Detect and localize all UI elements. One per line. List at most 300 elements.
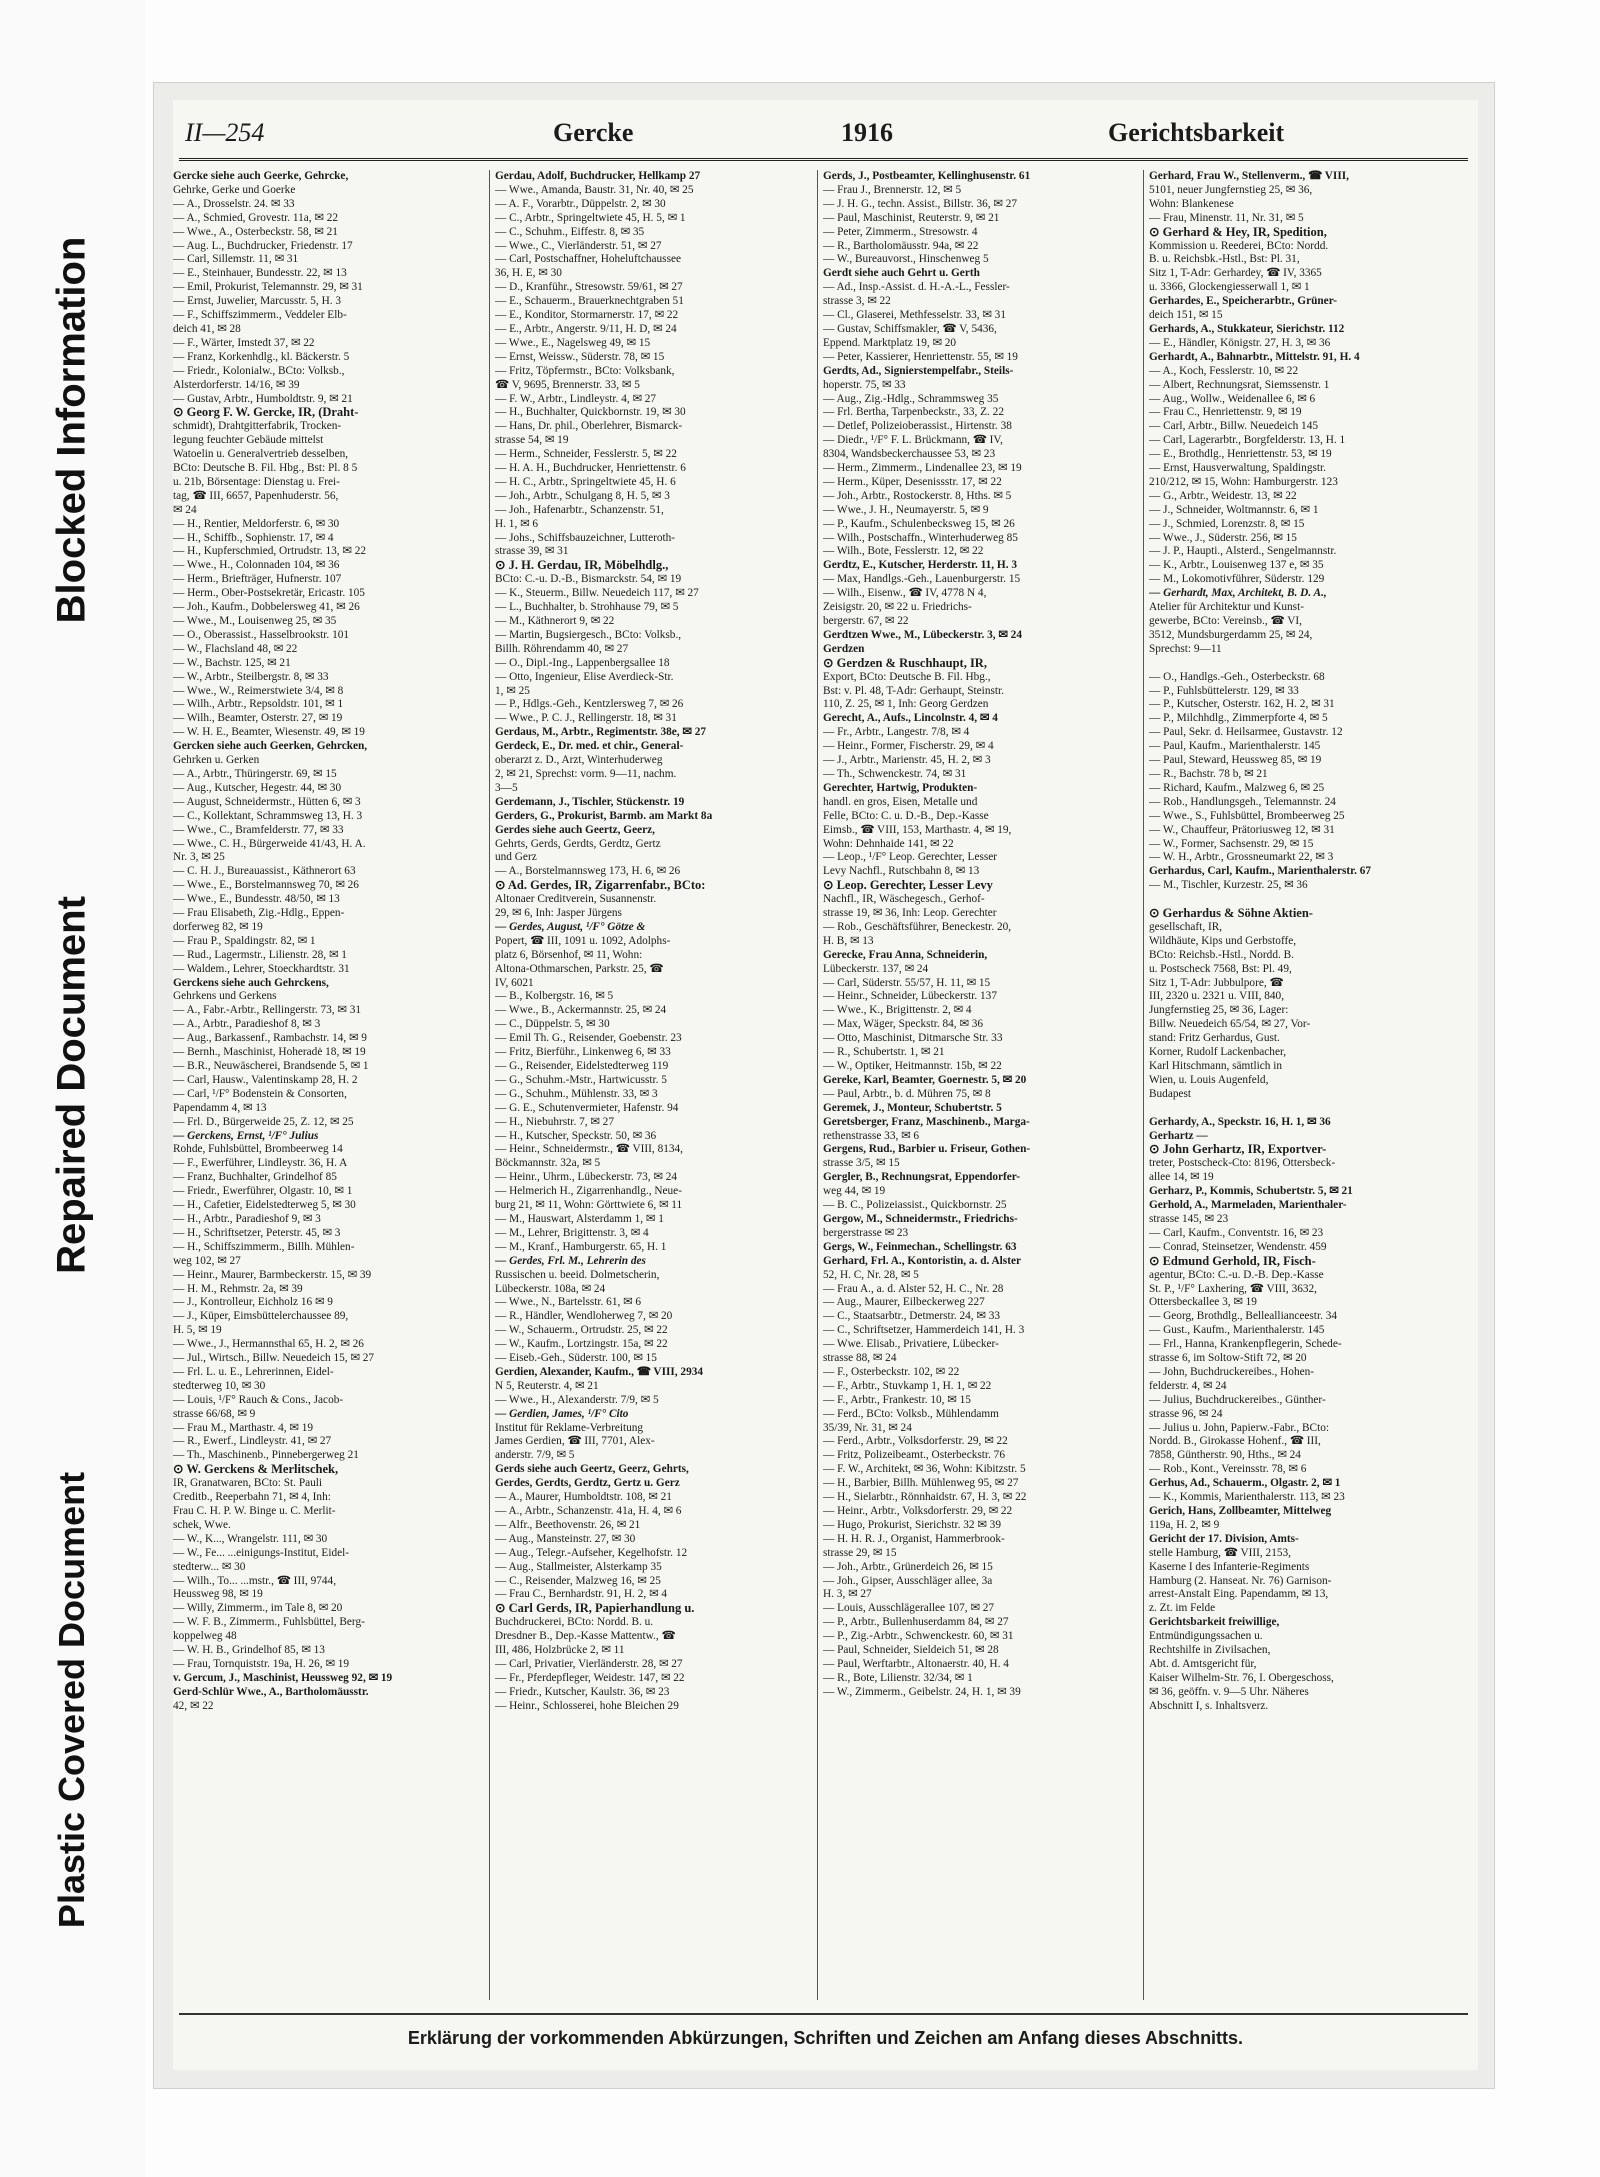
directory-entry-line: — Paul, Arbtr., b. d. Mühren 75, ✉ 8: [823, 1087, 991, 1100]
directory-entry-line: Gerhard, Frau W., Stellenverm., ☎ VIII,: [1149, 170, 1349, 182]
directory-entry-line: Watoelin u. Generalvertrieb desselben,: [173, 448, 349, 461]
directory-entry-line: — Peter, Kassierer, Henriettenstr. 55, ✉ 19: [823, 350, 1018, 363]
directory-entry-line: — H., Sielarbtr., Rönnhaidstr. 67, H. 3, ✉ 22: [823, 1491, 1027, 1504]
directory-entry-line: — D., Kranführ., Stresowstr. 59/61, ✉ 27: [495, 281, 683, 294]
directory-entry-line: — Heinr., Former, Fischerstr. 29, ✉ 4: [823, 740, 994, 753]
directory-entry-line: — Ernst, Hausverwaltung, Spaldingstr.: [1149, 462, 1326, 475]
directory-entry-line: — H., Buchhalter, Quickbornstr. 19, ✉ 30: [495, 406, 686, 419]
directory-entry-line: weg 102, ✉ 27: [173, 1254, 241, 1267]
directory-entry-line: — Franz, Buchhalter, Grindelhof 85: [173, 1171, 337, 1184]
directory-entry-line: — G., Arbtr., Weidestr. 13, ✉ 22: [1149, 489, 1297, 502]
directory-entry-line: Gerdes siehe auch Geertz, Geerz,: [495, 823, 655, 836]
directory-entry-line: Altona-Othmarschen, Parkstr. 25, ☎: [495, 962, 664, 975]
directory-entry-line: — B.R., Neuwäscherei, Brandsende 5, ✉ 1: [173, 1060, 369, 1072]
directory-entry-line: — H. A. H., Buchdrucker, Henriettenstr. 6: [495, 462, 686, 475]
directory-entry-line: — Wwe., B., Ackermannstr. 25, ✉ 24: [495, 1004, 667, 1017]
directory-entry-line: ⊙ Gerdzen & Ruschhaupt, IR,: [823, 656, 987, 670]
directory-entry-line: 1, ✉ 25: [495, 684, 530, 697]
directory-entry-line: James Gerdien, ☎ III, 7701, Alex-: [495, 1435, 655, 1448]
directory-entry-line: — Th., Schwenckestr. 74, ✉ 31: [823, 767, 967, 780]
directory-entry-line: deich 41, ✉ 28: [173, 322, 241, 335]
directory-entry-line: stelle Hamburg, ☎ VIII, 2153,: [1149, 1546, 1291, 1559]
directory-entry-line: — A., Koch, Fesslerstr. 10, ✉ 22: [1149, 364, 1299, 377]
directory-entry-line: Gerdtzen Wwe., M., Lübeckerstr. 3, ✉ 24: [823, 628, 1022, 641]
directory-entry-line: — Ad., Insp.-Assist. d. H.-A.-L., Fessler-: [823, 281, 1010, 294]
directory-entry-line: — C., Schriftsetzer, Hammerdeich 141, H. 3: [823, 1324, 1025, 1337]
directory-entry-line: — H., Niebuhrstr. 7, ✉ 27: [495, 1115, 614, 1128]
directory-entry-line: — C. H. J., Bureauassist., Käthnerort 63: [173, 865, 356, 878]
directory-entry-line: strasse 29, ✉ 15: [823, 1546, 897, 1559]
directory-entry-line: — W. H. E., Beamter, Wiesenstr. 49, ✉ 19: [173, 726, 365, 739]
directory-entry-line: Sitz 1, T-Adr: Gerhardey, ☎ IV, 3365: [1149, 267, 1322, 280]
directory-entry-line: — Otto, Maschinist, Ditmarsche Str. 33: [823, 1032, 1003, 1045]
directory-entry-line: — J., Arbtr., Marienstr. 45, H. 2, ✉ 3: [823, 754, 991, 767]
directory-entry-line: — Wwe., H., Alexanderstr. 7/9, ✉ 5: [495, 1393, 659, 1406]
column-divider: [489, 170, 490, 2000]
directory-entry-line: platz 6, Börsenhof, ✉ 11, Wohn:: [495, 948, 643, 961]
directory-entry-line: 3512, Mundsburgerdamm 25, ✉ 24,: [1149, 628, 1313, 641]
page-header: [173, 110, 1478, 158]
directory-entry-line: Institut für Reklame-Verbreitung: [495, 1421, 644, 1434]
directory-entry-line: — Helmerich H., Zigarrenhandlg., Neue-: [495, 1185, 682, 1198]
directory-entry-line: Gerichtsbarkeit freiwillige,: [1149, 1616, 1280, 1629]
directory-entry-line: III, 2320 u. 2321 u. VIII, 840,: [1149, 990, 1285, 1003]
directory-entry-line: — Joh., Arbtr., Schulgang 8, H. 5, ✉ 3: [495, 489, 670, 502]
directory-page: [173, 100, 1478, 2070]
directory-entry-line: — Rud., Lagermstr., Lilienstr. 28, ✉ 1: [173, 948, 347, 961]
directory-entry-line: — E., Brothdlg., Henriettenstr. 53, ✉ 19: [1149, 448, 1332, 461]
directory-entry-line: Gerdts, Ad., Signierstempelfabr., Steils-: [823, 364, 1014, 377]
directory-entry-line: Budapest: [1149, 1087, 1192, 1100]
directory-entry-line: Gerdzen: [823, 642, 865, 655]
directory-entry-line: — G. E., Schutenvermieter, Hafenstr. 94: [495, 1101, 679, 1114]
directory-entry-line: — J., Schmied, Lorenzstr. 8, ✉ 15: [1149, 517, 1305, 530]
directory-entry-line: — Louis, Ausschlägerallee 107, ✉ 27: [823, 1602, 995, 1615]
directory-entry-line: — Gust., Kaufm., Marienthalerstr. 145: [1149, 1324, 1325, 1337]
directory-entry-line: BCto: Reichsb.-Hstl., Nordd. B.: [1149, 948, 1294, 961]
directory-entry-line: — Wwe., C. H., Bürgerweide 41/43, H. A.: [173, 837, 366, 850]
directory-entry-line: — Herm., Zimmerm., Lindenallee 23, ✉ 19: [823, 462, 1022, 475]
directory-entry-line: — M., Käthnerort 9, ✉ 22: [495, 615, 615, 627]
directory-entry-line: — Wwe., P. C. J., Rellingerstr. 18, ✉ 31: [495, 712, 677, 725]
directory-entry-line: Korner, Rudolf Lackenbacher,: [1149, 1046, 1287, 1059]
directory-entry-line: Gerechter, Hartwig, Produkten-: [823, 781, 978, 794]
directory-entry-line: Gerhardy, A., Speckstr. 16, H. 1, ✉ 36: [1149, 1115, 1331, 1128]
directory-entry-line: — Wwe., J., Hermannsthal 65, H. 2, ✉ 26: [173, 1338, 364, 1351]
directory-entry-line: handl. en gros, Eisen, Metalle und: [823, 795, 978, 808]
directory-entry-line: Gerich, Hans, Zollbeamter, Mittelweg: [1149, 1505, 1332, 1517]
directory-entry-line: — Willy, Zimmerm., im Tale 8, ✉ 20: [173, 1602, 343, 1615]
directory-entry-line: — A., Borstelmannsweg 173, H. 6, ✉ 26: [495, 865, 681, 878]
directory-entry-line: Wien, u. Louis Augenfeld,: [1149, 1073, 1269, 1086]
directory-entry-line: — Ferd., BCto: Volksb., Mühlendamm: [823, 1407, 999, 1420]
directory-entry-line: — F., Ewerführer, Lindleystr. 36, H. A: [173, 1157, 348, 1170]
directory-entry-line: schmidt), Drahtgitterfabrik, Trocken-: [173, 420, 342, 433]
directory-entry-line: — P., Arbtr., Bullenhuserdamm 84, ✉ 27: [823, 1616, 1009, 1629]
directory-entry-line: — Wwe., E., Bundesstr. 48/50, ✉ 13: [173, 893, 340, 906]
directory-entry-line: — E., Arbtr., Angerstr. 9/11, H. D, ✉ 24: [495, 322, 677, 335]
directory-entry-line: — Frl. D., Bürgerweide 25, Z. 12, ✉ 25: [173, 1115, 354, 1128]
directory-entry-line: Altonaer Creditverein, Susannenstr.: [495, 893, 657, 906]
directory-entry-line: Gereke, Karl, Beamter, Goernestr. 5, ✉ 20: [823, 1073, 1027, 1086]
directory-entry-line: Gerharz, P., Kommis, Schubertstr. 5, ✉ 21: [1149, 1185, 1353, 1198]
directory-entry-line: Gercke siehe auch Geerke, Gehrcke,: [173, 170, 349, 182]
directory-entry-line: — R., Bachstr. 78 b, ✉ 21: [1149, 767, 1268, 780]
directory-entry-line: — K., Steuerm., Billw. Neuedeich 117, ✉ 27: [495, 587, 699, 600]
directory-entry-line: — Bernh., Maschinist, Hoheradė 18, ✉ 19: [173, 1046, 366, 1059]
directory-entry-line: Eppend. Marktplatz 19, ✉ 20: [823, 336, 957, 349]
directory-entry-line: — C., Arbtr., Springeltwiete 45, H. 5, ✉ 1: [495, 211, 686, 224]
directory-entry-line: — Wwe., H., Colonnaden 104, ✉ 36: [173, 559, 340, 572]
directory-entry-line: Papendamm 4, ✉ 13: [173, 1101, 267, 1114]
directory-entry-line: IV, 6021: [495, 976, 534, 989]
directory-entry-line: — Fritz, Polizeibeamt., Osterbeckstr. 76: [823, 1449, 1005, 1462]
directory-entry-line: — C., Schuhm., Eiffestr. 8, ✉ 35: [495, 225, 645, 238]
directory-entry-line: — Joh., Hafenarbtr., Schanzenstr. 51,: [495, 503, 664, 516]
directory-entry-line: N 5, Reuterstr. 4, ✉ 21: [495, 1379, 599, 1392]
directory-entry-line: — O., Oberassist., Hasselbrookstr. 101: [173, 628, 350, 641]
directory-entry-line: — Frau C., Henriettenstr. 9, ✉ 19: [1149, 406, 1302, 419]
directory-entry-line: — Conrad, Steinsetzer, Wendenstr. 459: [1149, 1240, 1327, 1253]
directory-entry-line: — Rob., Kont., Vereinsstr. 78, ✉ 6: [1149, 1463, 1307, 1476]
directory-entry-line: oberarzt z. D., Arzt, Winterhuderweg: [495, 754, 663, 767]
directory-entry-line: — W. F. B., Zimmerm., Fuhlsbüttel, Berg-: [173, 1616, 365, 1629]
directory-entry-line: u. 21b, Börsentage: Dienstag u. Frei-: [173, 475, 340, 488]
directory-entry-line: Karl Hitschmann, sämtlich in: [1149, 1060, 1283, 1072]
directory-entry-line: — Paul, Kaufm., Marienthalerstr. 145: [1149, 740, 1321, 753]
footer-rule: [179, 2013, 1468, 2015]
directory-entry-line: 3—5: [495, 781, 518, 794]
directory-entry-line: — Frl., Hanna, Krankenpflegerin, Schede-: [1149, 1338, 1342, 1351]
directory-entry-line: — Gerhardt, Max, Architekt, B. D. A.,: [1149, 587, 1327, 600]
directory-entry-line: — J. H. G., techn. Assist., Billstr. 36, ✉ 27: [823, 197, 1017, 210]
directory-entry-line: Russischen u. beeid. Dolmetscherin,: [495, 1268, 660, 1281]
directory-entry-line: — F., Osterbeckstr. 102, ✉ 22: [823, 1365, 960, 1378]
directory-entry-line: — W., Optiker, Heitmannstr. 15b, ✉ 22: [823, 1060, 1002, 1072]
directory-entry-line: Gerds, J., Postbeamter, Kellinghusenstr. 61: [823, 170, 1031, 182]
directory-entry-line: Gehrke, Gerke und Goerke: [173, 183, 296, 196]
directory-entry-line: Gergow, M., Schneidermstr., Friedrichs-: [823, 1212, 1018, 1225]
directory-entry-line: — A., Fabr.-Arbtr., Rellingerstr. 73, ✉ 31: [173, 1004, 362, 1017]
directory-entry-line: [1149, 1102, 1469, 1116]
directory-entry-line: H. 3, ✉ 27: [823, 1588, 872, 1601]
directory-entry-line: — Wwe., M., Louisenweg 25, ✉ 35: [173, 615, 337, 627]
directory-entry-line: — P., Kaufm., Schulenbecksweg 15, ✉ 26: [823, 517, 1015, 530]
directory-entry-line: — Paul, Maschinist, Reuterstr. 9, ✉ 21: [823, 211, 1000, 224]
directory-entry-line: — Paul, Sekr. d. Heilsarmee, Gustavstr. 12: [1149, 726, 1343, 739]
directory-entry-line: Gerhardt, A., Bahnarbtr., Mittelstr. 91, H. 4: [1149, 350, 1360, 363]
directory-entry-line: — C., Düppelstr. 5, ✉ 30: [495, 1018, 610, 1031]
directory-entry-line: — A., Drosselstr. 24. ✉ 33: [173, 197, 295, 210]
directory-entry-line: Hamburg (2. Hanseat. Nr. 76) Garnison-: [1149, 1574, 1332, 1587]
directory-entry-line: — Fr., Pferdepfleger, Weidestr. 147, ✉ 22: [495, 1671, 685, 1684]
directory-entry-line: — M., Lehrer, Brigittenstr. 3, ✉ 4: [495, 1226, 649, 1239]
directory-entry-line: strasse 39, ✉ 31: [495, 545, 569, 558]
directory-entry-line: Gerdien, Alexander, Kaufm., ☎ VIII, 2934: [495, 1365, 704, 1378]
directory-entry-line: strasse 19, ✉ 36, Inh: Leop. Gerechter: [823, 907, 997, 920]
directory-entry-line: — W., Bureauvorst., Hinschenweg 5: [823, 253, 989, 266]
directory-entry-line: u. Postscheck 7568, Bst: Pl. 49,: [1149, 962, 1292, 975]
blocked-information-label: Blocked Information: [49, 236, 94, 624]
directory-entry-line: Frau C. H. P. W. Binge u. C. Merlit-: [173, 1505, 336, 1517]
directory-entry-line: — Fr., Arbtr., Langestr. 7/8, ✉ 4: [823, 726, 970, 739]
directory-entry-line: [1149, 657, 1469, 671]
directory-entry-line: 2, ✉ 21, Sprechst: vorm. 9—11, nachm.: [495, 767, 677, 780]
directory-entry-line: strasse 96, ✉ 24: [1149, 1407, 1223, 1420]
directory-entry-line: Billw. Neuedeich 65/54, ✉ 27, Vor-: [1149, 1018, 1311, 1031]
directory-entry-line: — H., Rentier, Meldorferstr. 6, ✉ 30: [173, 517, 340, 530]
directory-entry-line: — Aug., Telegr.-Aufseher, Kegelhofstr. 12: [495, 1546, 688, 1559]
directory-entry-line: Sitz 1, T-Adr: Jubbulpore, ☎: [1149, 976, 1284, 989]
directory-entry-line: — P., Hdlgs.-Geh., Kentzlersweg 7, ✉ 26: [495, 698, 684, 711]
directory-entry-line: — Richard, Kaufm., Malzweg 6, ✉ 25: [1149, 781, 1325, 794]
directory-entry-line: — Wilh., Arbtr., Repsoldstr. 101, ✉ 1: [173, 698, 344, 711]
directory-entry-line: — Rob., Geschäftsführer, Beneckestr. 20,: [823, 920, 1012, 933]
directory-entry-line: — Cl., Glaserei, Methfesselstr. 33, ✉ 31: [823, 309, 1006, 322]
directory-entry-line: ⊙ Gerhard & Hey, IR, Spedition,: [1149, 225, 1327, 239]
directory-entry-line: — C., Kollektant, Schrammsweg 13, H. 3: [173, 809, 363, 822]
directory-entry-line: — Friedr., Ewerführer, Olgastr. 10, ✉ 1: [173, 1185, 353, 1198]
directory-entry-line: dorferweg 82, ✉ 19: [173, 920, 263, 933]
directory-entry-line: [1149, 893, 1469, 907]
directory-entry-line: — Frau, Tornquiststr. 19a, H. 26, ✉ 19: [173, 1657, 350, 1670]
directory-entry-line: — R., Ewerf., Lindleystr. 41, ✉ 27: [173, 1435, 332, 1448]
directory-entry-line: Gercken siehe auch Geerken, Gehrcken,: [173, 740, 368, 753]
directory-entry-line: bergerstr. 67, ✉ 22: [823, 615, 909, 627]
directory-entry-line: — Georg, Brothdlg., Belleallianceestr. 34: [1149, 1310, 1338, 1323]
directory-entry-line: — Gustav, Arbtr., Humboldtstr. 9, ✉ 21: [173, 392, 353, 405]
directory-entry-line: — Wwe. Elisab., Privatiere, Lübecker-: [823, 1338, 999, 1351]
directory-entry-line: — Paul, Steward, Heussweg 85, ✉ 19: [1149, 754, 1322, 767]
directory-entry-line: — Paul, Werftarbtr., Altonaerstr. 40, H. 4: [823, 1657, 1009, 1670]
directory-entry-line: — Diedr., ¹/F° F. L. Brückmann, ☎ IV,: [823, 434, 1003, 447]
directory-entry-line: — Frau M., Marthastr. 4, ✉ 19: [173, 1421, 313, 1434]
directory-entry-line: — Carl, Lagerarbtr., Borgfelderstr. 13, H. 1: [1149, 434, 1346, 447]
directory-entry-line: BCto: Deutsche B. Fil. Hbg., Bst: Pl. 8 5: [173, 462, 358, 475]
directory-entry-line: — E., Händler, Königstr. 27, H. 3, ✉ 36: [1149, 336, 1331, 349]
directory-entry-line: B. u. Reichsbk.-Hstl., Bst: Pl. 31,: [1149, 253, 1300, 266]
directory-entry-line: Buchdruckerei, BCto: Nordd. B. u.: [495, 1616, 654, 1629]
directory-entry-line: — G., Schuhm., Mühlenstr. 33, ✉ 3: [495, 1087, 658, 1100]
directory-entry-line: — Joh., Gipser, Ausschläger allee, 3a: [823, 1574, 993, 1587]
directory-entry-line: — Heinr., Schlosserei, hohe Bleichen 29: [495, 1699, 679, 1712]
directory-entry-line: Heussweg 98, ✉ 19: [173, 1588, 263, 1601]
directory-entry-line: — O., Handlgs.-Geh., Osterbeckstr. 68: [1149, 670, 1325, 683]
directory-entry-line: — Aug., Barkassenf., Rambachstr. 14, ✉ 9: [173, 1032, 367, 1045]
directory-entry-line: Gerdeck, E., Dr. med. et chir., General-: [495, 740, 684, 753]
directory-entry-line: Gerdaus, M., Arbtr., Regimentstr. 38e, ✉ 27: [495, 726, 707, 739]
directory-entry-line: — H., Kupferschmied, Ortrudstr. 13, ✉ 22: [173, 545, 367, 558]
directory-entry-line: Felle, BCto: C. u. D.-B., Dep.-Kasse: [823, 809, 989, 822]
directory-entry-line: — M., Hauswart, Alsterdamm 1, ✉ 1: [495, 1212, 664, 1225]
directory-entry-line: — W., Bachstr. 125, ✉ 21: [173, 656, 291, 669]
directory-entry-line: — Wwe., N., Bartelsstr. 61, ✉ 6: [495, 1296, 642, 1309]
directory-entry-line: — Albert, Rechnungsrat, Siemssenstr. 1: [1149, 378, 1330, 391]
directory-entry-line: — W., Zimmerm., Geibelstr. 24, H. 1, ✉ 39: [823, 1685, 1021, 1698]
directory-entry-line: Dresdner B., Dep.-Kasse Mattentw., ☎: [495, 1630, 676, 1643]
directory-entry-line: — Wwe., C., Bramfelderstr. 77, ✉ 33: [173, 823, 344, 836]
directory-entry-line: — Aug., Zig.-Hdlg., Schrammsweg 35: [823, 392, 999, 405]
directory-entry-line: agentur, BCto: C.-u. D.-B. Dep.-Kasse: [1149, 1268, 1324, 1281]
directory-entry-line: — E., Konditor, Stormarnerstr. 17, ✉ 22: [495, 309, 679, 322]
directory-entry-line: — Carl, Sillemstr. 11, ✉ 31: [173, 253, 299, 266]
directory-entry-line: strasse 66/68, ✉ 9: [173, 1407, 256, 1420]
directory-entry-line: Export, BCto: Deutsche B. Fil. Hbg.,: [823, 670, 991, 683]
directory-entry-line: — J. P., Haupti., Alsterd., Sengelmannstr.: [1149, 545, 1337, 558]
directory-entry-line: — Heinr., Schneidermstr., ☎ VIII, 8134,: [495, 1143, 683, 1156]
directory-entry-line: — G., Schuhm.-Mstr., Hartwicusstr. 5: [495, 1073, 667, 1086]
directory-entry-line: Gerhardes, E., Speicherarbtr., Grüner-: [1149, 295, 1338, 308]
directory-entry-line: — M., Tischler, Kurzestr. 25, ✉ 36: [1149, 879, 1308, 892]
page-footer-note: Erklärung der vorkommenden Abkürzungen, Schriften und Zeichen am Anfang dieses Abschnitts.: [407, 2028, 1244, 2048]
directory-entry-line: — F., Arbtr., Frankestr. 10, ✉ 15: [823, 1393, 971, 1406]
directory-entry-line: Gerecht, A., Aufs., Lincolnstr. 4, ✉ 4: [823, 712, 998, 725]
directory-entry-line: Gergs, W., Feinmechan., Schellingstr. 63: [823, 1240, 1017, 1253]
directory-entry-line: IR, Granatwaren, BCto: St. Pauli: [173, 1477, 323, 1490]
directory-entry-line: — L., Buchhalter, b. Strohhause 79, ✉ 5: [495, 601, 679, 614]
directory-entry-line: — Aug., Mansteinstr. 27, ✉ 30: [495, 1532, 636, 1545]
directory-entry-line: — Hugo, Prokurist, Sierichstr. 32 ✉ 39: [823, 1518, 1001, 1531]
directory-entry-line: deich 151, ✉ 15: [1149, 309, 1223, 322]
directory-entry-line: Wildhäute, Kips und Gerbstoffe,: [1149, 934, 1297, 947]
directory-entry-line: — Herm., Küper, Desenissstr. 17, ✉ 22: [823, 475, 1002, 488]
directory-entry-line: 29, ✉ 6, Inh: Jasper Jürgens: [495, 907, 622, 920]
directory-entry-line: Entmündigungssachen u.: [1149, 1630, 1263, 1643]
directory-entry-line: — W., Fe... ...einigungs-Institut, Eidel-: [173, 1546, 350, 1559]
directory-entry-line: Geremek, J., Monteur, Schubertstr. 5: [823, 1101, 1002, 1114]
directory-entry-line: — Hans, Dr. phil., Oberlehrer, Bismarck-: [495, 420, 683, 433]
directory-entry-line: — Wwe., C., Vierländerstr. 51, ✉ 27: [495, 239, 662, 252]
directory-entry-line: — Frl. Bertha, Tarpenbeckstr., 33, Z. 22: [823, 406, 1004, 419]
directory-entry-line: Gerhard, Frl. A., Kontoristin, a. d. Alster: [823, 1254, 1021, 1267]
directory-entry-line: — H., Schiffb., Sophienstr. 17, ✉ 4: [173, 531, 334, 544]
directory-entry-line: — Frau Elisabeth, Zig.-Hdlg., Eppen-: [173, 907, 345, 920]
directory-entry-line: — Ferd., Arbtr., Volksdorferstr. 29, ✉ 22: [823, 1435, 1008, 1448]
directory-entry-line: — Gustav, Schiffsmakler, ☎ V, 5436,: [823, 322, 997, 335]
directory-entry-line: — Joh., Kaufm., Dobbelersweg 41, ✉ 26: [173, 601, 360, 614]
directory-entry-line: — Wilh., Eisenw., ☎ IV, 4778 N 4,: [823, 587, 987, 600]
directory-entry-line: Abt. d. Amtsgericht für,: [1149, 1657, 1257, 1670]
directory-entry-line: — A., Arbtr., Schanzenstr. 41a, H. 4, ✉ 6: [495, 1505, 682, 1517]
directory-entry-line: — Joh., Arbtr., Grünerdeich 26, ✉ 15: [823, 1560, 993, 1573]
directory-entry-line: — H. M., Rehmstr. 2a, ✉ 39: [173, 1282, 303, 1295]
directory-entry-line: — Wwe., W., Reimerstwiete 3/4, ✉ 8: [173, 684, 344, 697]
directory-entry-line: rethenstrasse 33, ✉ 6: [823, 1129, 920, 1142]
directory-entry-line: — H. H. R. J., Organist, Hammerbrook-: [823, 1532, 1005, 1545]
directory-entry-line: treter, Postscheck-Cto: 8196, Ottersbeck-: [1149, 1157, 1336, 1170]
directory-entry-line: — Herm., Briefträger, Hufnerstr. 107: [173, 573, 342, 586]
directory-entry-line: — M., Lokomotivführer, Süderstr. 129: [1149, 573, 1325, 586]
directory-entry-line: ✉ 24: [173, 503, 197, 516]
directory-entry-line: — Wwe., E., Nagelsweg 49, ✉ 15: [495, 336, 651, 349]
directory-entry-line: — Aug., Wollw., Weidenallee 6, ✉ 6: [1149, 392, 1316, 405]
directory-entry-line: Nr. 3, ✉ 25: [173, 851, 225, 864]
directory-entry-line: Gerd-Schlür Wwe., A., Bartholomäusstr.: [173, 1685, 369, 1698]
directory-entry-line: — Wwe., K., Brigittenstr. 2, ✉ 4: [823, 1004, 972, 1017]
directory-entry-line: strasse 54, ✉ 19: [495, 434, 569, 447]
directory-entry-line: — Max, Handlgs.-Geh., Lauenburgerstr. 15: [823, 573, 1021, 586]
directory-entry-line: — W., Arbtr., Steilbergstr. 8, ✉ 33: [173, 670, 329, 683]
directory-entry-line: arrest-Anstalt Eing. Papendamm, ✉ 13,: [1149, 1588, 1329, 1601]
directory-entry-line: — Frl. L. u. E., Lehrerinnen, Eidel-: [173, 1365, 334, 1378]
directory-entry-line: H. 1, ✉ 6: [495, 517, 539, 530]
directory-entry-line: Lübeckerstr. 108a, ✉ 24: [495, 1282, 606, 1295]
directory-entry-line: bergerstrasse ✉ 23: [823, 1226, 909, 1239]
directory-entry-line: — Rob., Handlungsgeh., Telemannstr. 24: [1149, 795, 1336, 808]
directory-entry-line: — B. C., Polizeiassist., Quickbornstr. 25: [823, 1199, 1007, 1212]
directory-entry-line: Gerdes, Gerdts, Gerdtz, Gertz u. Gerz: [495, 1477, 680, 1490]
directory-entry-line: — F. W., Arbtr., Lindleystr. 4, ✉ 27: [495, 392, 657, 405]
directory-entry-line: — Franz, Korkenhdlg., kl. Bäckerstr. 5: [173, 350, 350, 363]
directory-entry-line: Böckmannstr. 32a, ✉ 5: [495, 1157, 601, 1170]
directory-entry-line: Zeisigstr. 20, ✉ 22 u. Friedrichs-: [823, 601, 972, 614]
directory-entry-line: — Wilh., To... ...mstr., ☎ III, 9744,: [173, 1574, 337, 1587]
directory-entry-line: — Gerckens, Ernst, ¹/F° Julius: [173, 1129, 319, 1142]
directory-entry-line: — Julius u. John, Papierw.-Fabr., BCto:: [1149, 1421, 1330, 1434]
directory-entry-line: Gerdtz, E., Kutscher, Herderstr. 11, H. 3: [823, 559, 1018, 572]
directory-entry-line: — Johs., Schiffsbauzeichner, Lutteroth-: [495, 531, 676, 544]
directory-entry-line: — W., Flachsland 48, ✉ 22: [173, 642, 298, 655]
directory-entry-line: — W., K..., Wrangelstr. 111, ✉ 30: [173, 1532, 328, 1545]
directory-entry-line: — Th., Maschinenb., Pinnebergerweg 21: [173, 1449, 359, 1462]
directory-entry-line: Atelier für Architektur und Kunst-: [1149, 601, 1304, 614]
directory-entry-line: Gehrts, Gerds, Gerdts, Gerdtz, Gertz: [495, 837, 661, 850]
directory-column-1: [173, 170, 483, 2000]
directory-entry-line: — Heinr., Schneider, Lübeckerstr. 137: [823, 990, 997, 1003]
directory-entry-line: ⊙ Ad. Gerdes, IR, Zigarrenfabr., BCto:: [495, 879, 706, 893]
directory-entry-line: 5101, neuer Jungfernstieg 25, ✉ 36,: [1149, 183, 1313, 196]
directory-entry-line: — Wwe., S., Fuhlsbüttel, Brombeerweg 25: [1149, 809, 1345, 822]
directory-entry-line: tag, ☎ III, 6657, Papenhuderstr. 56,: [173, 489, 339, 502]
directory-entry-line: — Aug., Maurer, Eilbeckerweg 227: [823, 1296, 985, 1309]
directory-entry-line: Abschnitt I, s. Inhaltsverz.: [1149, 1699, 1269, 1712]
directory-entry-line: — Frau P., Spaldingstr. 82, ✉ 1: [173, 934, 316, 947]
directory-entry-line: Gergens, Rud., Barbier u. Friseur, Gothen-: [823, 1143, 1031, 1156]
directory-entry-line: u. 3366, Glockengiesserwall 1, ✉ 1: [1149, 281, 1310, 294]
directory-entry-line: Bst: v. Pl. 48, T-Adr: Gerhaupt, Steinstr.: [823, 684, 1004, 697]
directory-entry-line: — Jul., Wirtsch., Billw. Neuedeich 15, ✉ 27: [173, 1352, 375, 1365]
directory-entry-line: Billh. Röhrendamm 40, ✉ 27: [495, 642, 629, 655]
directory-entry-line: strasse 6, im Soltow-Stift 72, ✉ 20: [1149, 1352, 1307, 1365]
directory-entry-line: — H., Arbtr., Paradieshof 9, ✉ 3: [173, 1212, 321, 1225]
directory-entry-line: — W., Kaufm., Lortzingstr. 15a, ✉ 22: [495, 1338, 668, 1351]
directory-entry-line: Gerhards, A., Stukkateur, Sierichstr. 112: [1149, 322, 1345, 335]
directory-entry-line: — Emil Th. G., Reisender, Goebenstr. 23: [495, 1032, 682, 1045]
directory-entry-line: — Wwe., J. H., Neumayerstr. 5, ✉ 9: [823, 503, 989, 516]
directory-entry-line: schek, Wwe.: [173, 1518, 231, 1531]
directory-entry-line: Gerdau, Adolf, Buchdrucker, Hellkamp 27: [495, 170, 701, 182]
directory-entry-line: — A., Schmied, Grovestr. 11a, ✉ 22: [173, 211, 338, 224]
directory-entry-line: und Gerz: [495, 851, 537, 864]
directory-entry-line: stedterweg 10, ✉ 30: [173, 1379, 266, 1392]
directory-entry-line: stedterw... ✉ 30: [173, 1560, 246, 1573]
directory-entry-line: ⊙ Leop. Gerechter, Lesser Levy: [823, 879, 993, 893]
header-right-word: Gerichtsbarkeit: [1108, 118, 1285, 147]
directory-entry-line: Levy Nachfl., Rutschbahn 8, ✉ 13: [823, 865, 980, 878]
directory-entry-line: — A., Maurer, Humboldtstr. 108, ✉ 21: [495, 1491, 672, 1504]
directory-entry-line: — H., Schriftsetzer, Peterstr. 45, ✉ 3: [173, 1226, 341, 1239]
directory-entry-line: — Eiseb.-Geh., Süderstr. 100, ✉ 15: [495, 1352, 657, 1365]
directory-entry-line: — H., Schiffszimmerm., Billh. Mühlen-: [173, 1240, 355, 1253]
directory-entry-line: Gerckens siehe auch Gehrckens,: [173, 976, 329, 989]
directory-entry-line: — Emil, Prokurist, Telemannstr. 29, ✉ 31: [173, 281, 363, 294]
directory-entry-line: — Otto, Ingenieur, Elise Averdieck-Str.: [495, 670, 674, 683]
directory-entry-line: — Wilh., Beamter, Osterstr. 27, ✉ 19: [173, 712, 343, 725]
directory-entry-line: — Waldem., Lehrer, Stoeckhardtstr. 31: [173, 962, 350, 975]
directory-entry-line: Ottersbeckallee 3, ✉ 19: [1149, 1296, 1257, 1309]
directory-entry-line: — P., Kutscher, Osterstr. 162, H. 2, ✉ 31: [1149, 698, 1335, 711]
directory-entry-line: ✉ 36, geöffn. v. 9—5 Uhr. Näheres: [1149, 1685, 1309, 1698]
